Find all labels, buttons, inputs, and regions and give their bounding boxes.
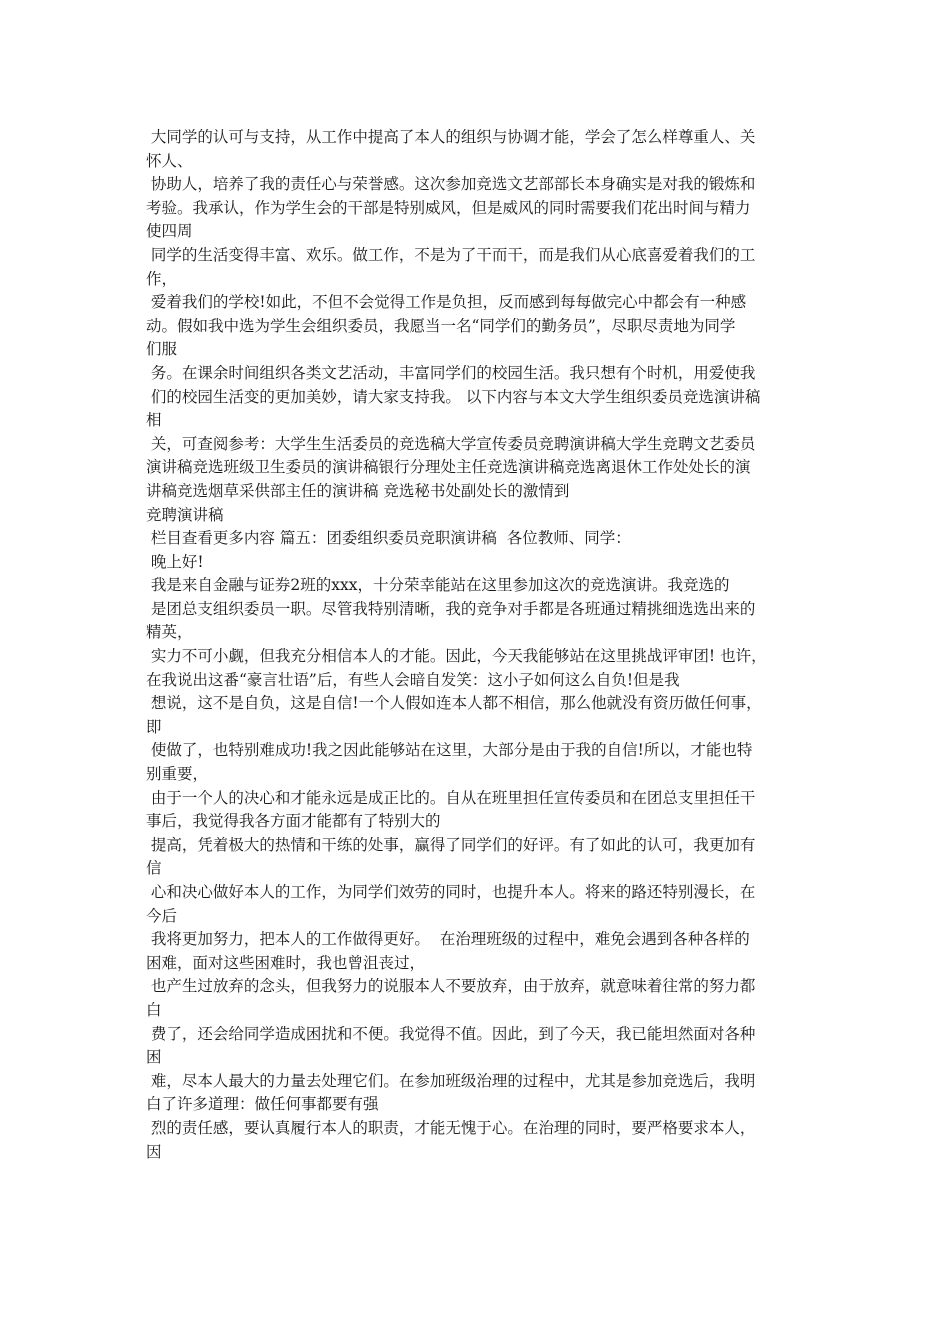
text-line: 使做了，也特别难成功!我之因此能够站在这里，大部分是由于我的自信!所以，才能也特 (146, 741, 753, 760)
text-line: 考验。我承认，作为学生会的干部是特别威风，但是威风的同时需要我们花出时间与精力 (146, 198, 751, 217)
text-line: 们服 (146, 340, 178, 359)
text-line: 今后 (146, 906, 178, 925)
text-line: 是团总支组织委员一职。尽管我特别清晰，我的竞争对手都是各班通过精挑细选选出来的 (146, 599, 756, 618)
text-line: 在我说出这番“豪言壮语”后，有些人会暗自发笑：这小子如何这么自负!但是我 (146, 670, 680, 689)
text-line: 作， (146, 269, 178, 288)
text-line: 协助人，培养了我的责任心与荣誉感。这次参加竞选文艺部部长本身确实是对我的锻炼和 (146, 175, 756, 194)
text-line: 即 (146, 717, 162, 736)
text-line: 使四周 (146, 222, 193, 241)
text-line: 提高，凭着极大的热情和干练的处事，赢得了同学们的好评。有了如此的认可，我更加有 (146, 835, 756, 854)
text-line: 大同学的认可与支持，从工作中提高了本人的组织与协调才能，学会了怎么样尊重人、关 (146, 128, 756, 146)
text-line: 精英， (146, 623, 193, 642)
text-line: 烈的责任感，要认真履行本人的职责，才能无愧于心。在治理的同时，要严格要求本人， (146, 1118, 756, 1137)
text-line: 讲稿竞选烟草采供部主任的演讲稿 竞选秘书处副处长的激情到 (146, 481, 570, 500)
text-line: 因 (146, 1142, 162, 1161)
document-body-text (146, 126, 826, 1164)
text-line: 困难，面对这些困难时，我也曾沮丧过， (146, 953, 426, 972)
text-line: 费了，还会给同学造成困扰和不便。我觉得不值。因此，到了今天，我已能坦然面对各种 (146, 1024, 756, 1043)
text-line: 竞聘演讲稿 (146, 505, 224, 524)
text-line: 事后，我觉得我各方面才能都有了特别大的 (146, 812, 441, 831)
text-line: 们的校园生活变的更加美妙，请大家支持我。 以下内容与本文大学生组织委员竞选演讲稿 (146, 387, 761, 406)
text-line: 信 (146, 859, 162, 878)
text-line: 白了许多道理：做任何事都要有强 (146, 1095, 379, 1114)
text-line: 我是来自金融与证券2班的xxx，十分荣幸能站在这里参加这次的竞选演讲。我竞选的 (146, 576, 730, 595)
text-line: 关，可查阅参考：大学生生活委员的竞选稿大学宣传委员竞聘演讲稿大学生竞聘文艺委员 (146, 434, 756, 453)
text-line: 想说，这不是自负，这是自信!一个人假如连本人都不相信，那么他就没有资历做任何事， (146, 694, 762, 713)
text-line: 晚上好! (146, 552, 204, 571)
text-line: 演讲稿竞选班级卫生委员的演讲稿银行分理处主任竞选演讲稿竞选离退休工作处处长的演 (146, 458, 751, 477)
text-line: 爱着我们的学校!如此，不但不会觉得工作是负担，反而感到每每做完心中都会有一种感 (146, 293, 747, 312)
text-line: 别重要， (146, 765, 209, 784)
text-line: 相 (146, 411, 162, 430)
text-line: 我将更加努力，把本人的工作做得更好。 在治理班级的过程中，难免会遇到各种各样的 (146, 930, 750, 949)
text-line: 同学的生活变得丰富、欢乐。做工作，不是为了干而干，而是我们从心底喜爱着我们的工 (146, 245, 756, 264)
text-line: 白 (146, 1000, 162, 1019)
text-line: 心和决心做好本人的工作，为同学们效劳的同时，也提升本人。将来的路还特别漫长，在 (146, 883, 756, 901)
text-line: 务。在课余时间组织各类文艺活动，丰富同学们的校园生活。我只想有个时机，用爱使我 (146, 363, 756, 382)
text-line: 困 (146, 1048, 162, 1067)
text-line: 由于一个人的决心和才能永远是成正比的。自从在班里担任宣传委员和在团总支里担任干 (146, 788, 756, 807)
text-line: 怀人、 (146, 151, 193, 170)
text-line: 实力不可小觑，但我充分相信本人的才能。因此，今天我能够站在这里挑战评审团! 也许， (146, 647, 767, 666)
text-line: 动。假如我中选为学生会组织委员，我愿当一名“同学们的勤务员”，尽职尽责地为同学 (146, 316, 736, 335)
text-line: 也产生过放弃的念头，但我努力的说服本人不要放弃，由于放弃，就意味着往常的努力都 (146, 977, 756, 996)
text-line: 难，尽本人最大的力量去处理它们。在参加班级治理的过程中，尤其是参加竞选后，我明 (146, 1071, 756, 1090)
text-line: 栏目查看更多内容 篇五：团委组织委员竞职演讲稿 各位教师、同学： (146, 529, 631, 548)
